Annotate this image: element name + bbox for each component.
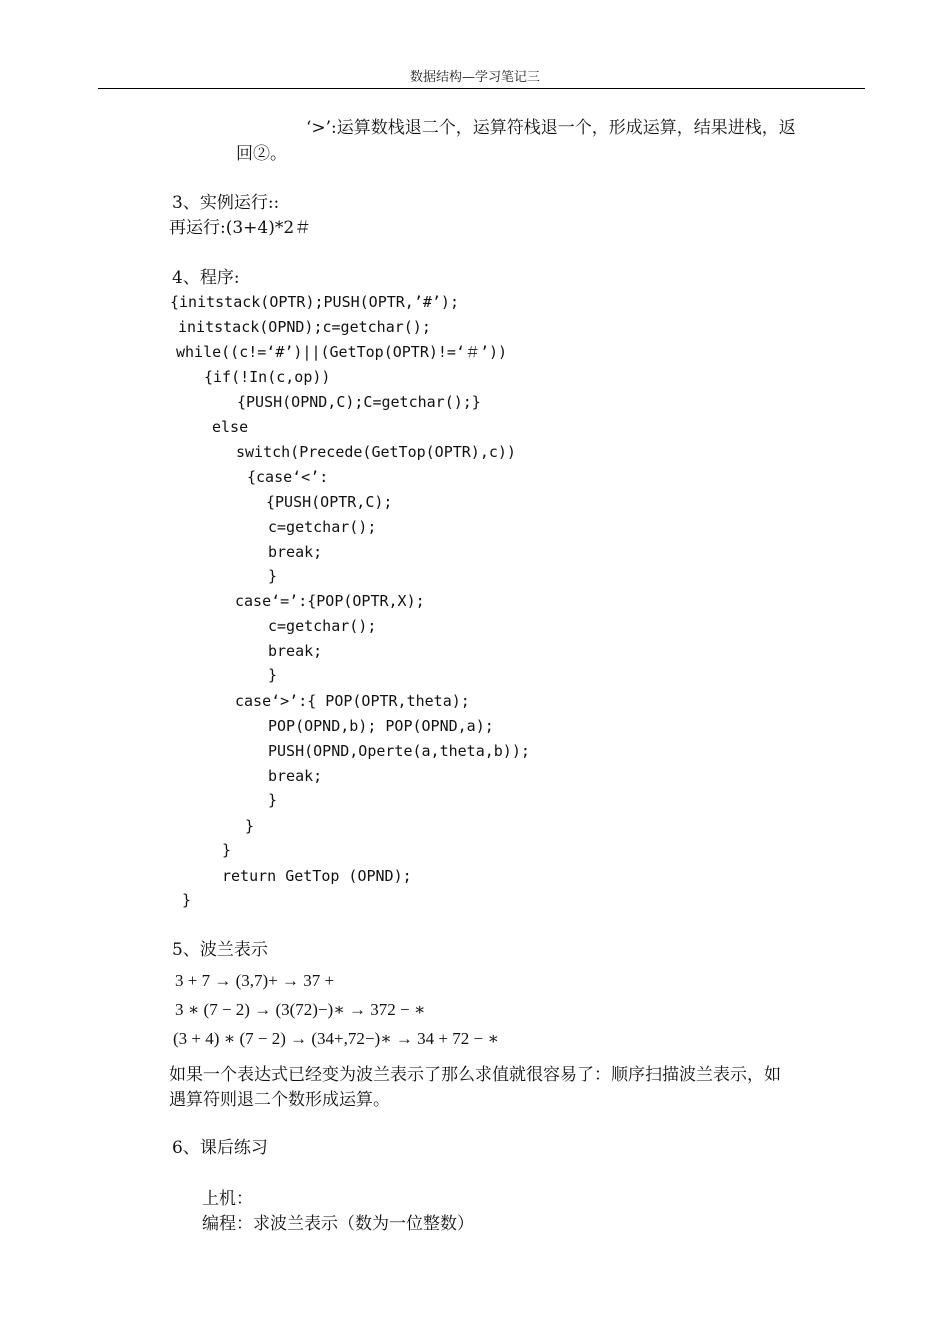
code-line: break; — [268, 543, 323, 561]
code-line: POP(OPND,b); POP(OPND,a); — [268, 717, 494, 735]
code-line: {case‘<’: — [247, 468, 329, 486]
code-line: } — [268, 791, 278, 809]
exercise-item-1: 上机： — [202, 1189, 253, 1209]
section-5-heading: 5、波兰表示 — [172, 940, 268, 960]
code-line: } — [182, 891, 192, 909]
polish-formula-3: (3 + 4) ∗ (7 − 2) → (34+,72−)∗ → 34 + 72 − ∗ — [173, 1029, 499, 1048]
code-line: } — [222, 841, 232, 859]
code-line: c=getchar(); — [268, 518, 377, 536]
section-5-paragraph-line-2: 遇算符则退二个数形成运算。 — [169, 1090, 390, 1110]
code-line: {if(!In(c,op)) — [204, 368, 331, 386]
intro-line-2: 回②。 — [236, 144, 287, 164]
code-line: c=getchar(); — [268, 617, 377, 635]
section-4-heading: 4、程序: — [172, 268, 240, 288]
exercise-item-2: 编程：求波兰表示（数为一位整数） — [202, 1214, 474, 1234]
code-line: else — [212, 418, 249, 436]
header-divider — [98, 88, 865, 89]
section-5-paragraph-line-1: 如果一个表达式已经变为波兰表示了那么求值就很容易了：顺序扫描波兰表示，如 — [169, 1065, 781, 1085]
polish-formula-2: 3 ∗ (7 − 2) → (3(72)−)∗ → 372 − ∗ — [175, 1000, 426, 1019]
code-line: break; — [268, 767, 323, 785]
code-line: } — [268, 567, 278, 585]
code-line: } — [245, 817, 255, 835]
section-3-text: 再运行:(3+4)*2＃ — [169, 218, 312, 238]
code-line: } — [268, 666, 278, 684]
code-line: break; — [268, 642, 323, 660]
code-line: switch(Precede(GetTop(OPTR),c)) — [236, 443, 516, 461]
intro-line-1: ‘>’:运算数栈退二个，运算符栈退一个，形成运算，结果进栈，返 — [306, 118, 796, 138]
code-line: while((c!=‘#’)||(GetTop(OPTR)!=‘＃’)) — [176, 343, 508, 361]
code-line: return GetTop (OPND); — [222, 867, 412, 885]
page-header-title: 数据结构—学习笔记三 — [409, 70, 540, 85]
code-line: initstack(OPND);c=getchar(); — [178, 318, 431, 336]
code-line: {PUSH(OPTR,C); — [266, 493, 393, 511]
section-3-heading: 3、实例运行:: — [172, 193, 280, 213]
code-line: case‘=’:{POP(OPTR,X); — [235, 592, 425, 610]
code-line: {initstack(OPTR);PUSH(OPTR,’#’); — [170, 293, 459, 311]
code-line: case‘>’:{ POP(OPTR,theta); — [235, 692, 470, 710]
code-line: {PUSH(OPND,C);C=getchar();} — [237, 393, 481, 411]
section-6-heading: 6、课后练习 — [172, 1138, 268, 1158]
polish-formula-1: 3 + 7 → (3,7)+ → 37 + — [175, 971, 335, 990]
code-line: PUSH(OPND,Operte(a,theta,b)); — [268, 742, 530, 760]
